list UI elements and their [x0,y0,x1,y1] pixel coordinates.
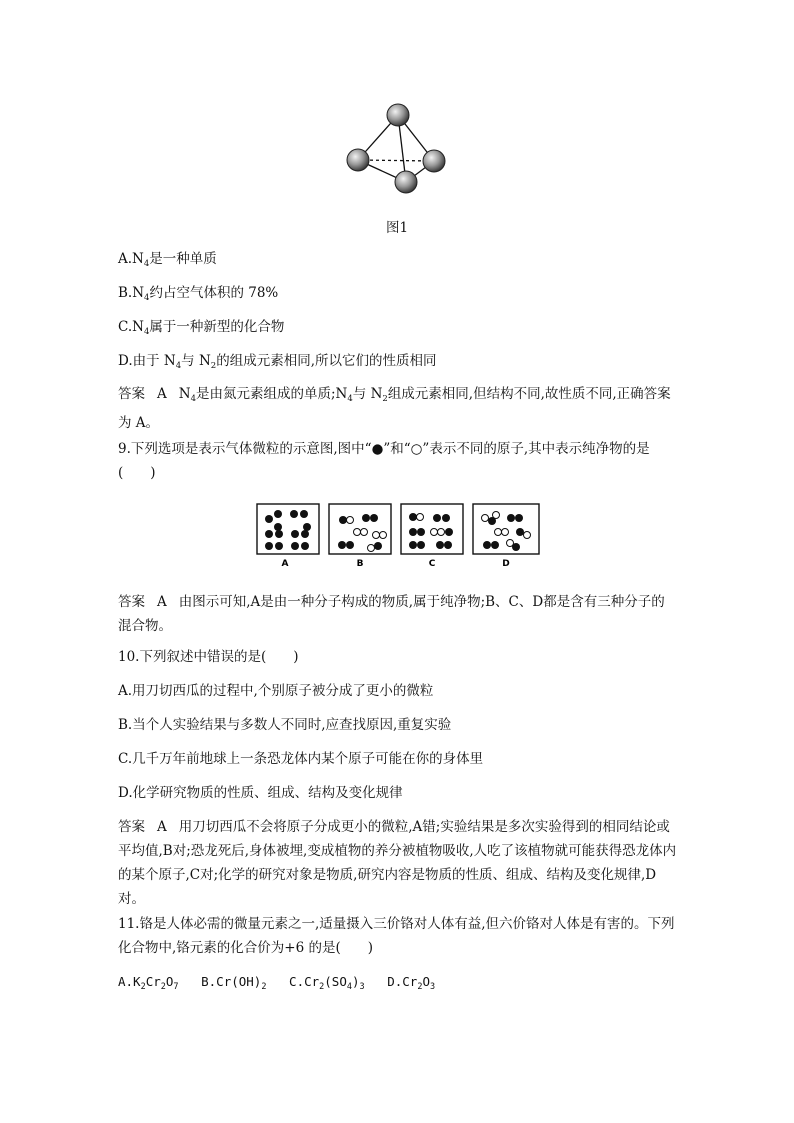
q8-answer: 答案 A $N_4$是由氮元素组成的单质$;N_4$与 $N_2$组成元素相同,但结构不同,故性质不同,正确答案为 A。 [118,386,671,431]
figure-caption: 图1 [386,220,409,236]
q10-question: 10.下列叙述中错误的是( ) [118,649,299,665]
q11-question: 11.铬是人体必需的微量元素之一,适量摄入三价铬对人体有益,但六价铬对人体是有害的。下列化合物中,铬元素的化合价为+6 的是( ) [118,916,675,956]
q11-option-b[interactable]: $B.Cr(OH)_2$ [201,974,267,992]
n-atom [423,150,445,172]
q10-option-a[interactable]: A.用刀切西瓜的过程中,个别原子被分成了更小的微粒 [118,683,434,699]
n-atom [395,171,417,193]
box-c[interactable] [401,504,463,554]
q8-option-b[interactable]: $B.N_4$约占空气体积的 78% [118,285,279,303]
box-label-b: B [356,559,364,569]
particle-diagram [255,502,545,572]
box-a[interactable] [257,504,319,554]
q9-question: 9.下列选项是表示气体微粒的示意图,图中“●”和“○”表示不同的原子,其中表示纯净物的是( ) [118,441,650,481]
q11-options [118,973,435,996]
q8-option-c[interactable]: $C.N_4$属于一种新型的化合物 [118,319,285,337]
q10-option-d[interactable]: D.化学研究物质的性质、组成、结构及变化规律 [118,785,403,801]
q11-option-c[interactable]: $C.Cr_2(SO_4)_3$ [289,974,365,992]
q10-option-c[interactable]: C.几千万年前地球上一条恐龙体内某个原子可能在你的身体里 [118,751,484,767]
box-label-c: C [428,559,436,569]
box-b[interactable] [329,504,391,554]
q10-option-b[interactable]: B.当个人实验结果与多数人不同时,应查找原因,重复实验 [118,717,452,733]
n4-molecule-figure [330,95,460,205]
n-atom [347,149,369,171]
box-label-a: A [281,559,289,569]
q10-answer: 答案 A 用刀切西瓜不会将原子分成更小的微粒,A错;实验结果是多次实验得到的相同结论或平均值,B对;恐龙死后,身体被埋,变成植物的养分被植物吸收,人吃了该植物就可能获得恐龙体内的某个原子,C对;化学的研究对象是物质,研究内容是物质的性质、组成、结构及变化规律,D对。 [118,819,677,907]
box-d[interactable] [473,504,539,554]
box-label-d: D [502,559,510,569]
n-atom [387,104,409,126]
q11-option-d[interactable]: $D.Cr_2O_3$ [387,974,436,992]
q8-option-a[interactable]: $A.N_4$是一种单质 [118,251,217,269]
q9-answer: 答案 A 由图示可知,A是由一种分子构成的物质,属于纯净物;B、C、D都是含有三种分子的混合物。 [118,594,665,634]
q8-option-d[interactable]: D.由于 $N_4$与 $N_2$的组成元素相同,所以它们的性质相同 [118,353,437,371]
q11-option-a[interactable]: $A.K_2Cr_2O_7$ [118,974,179,992]
